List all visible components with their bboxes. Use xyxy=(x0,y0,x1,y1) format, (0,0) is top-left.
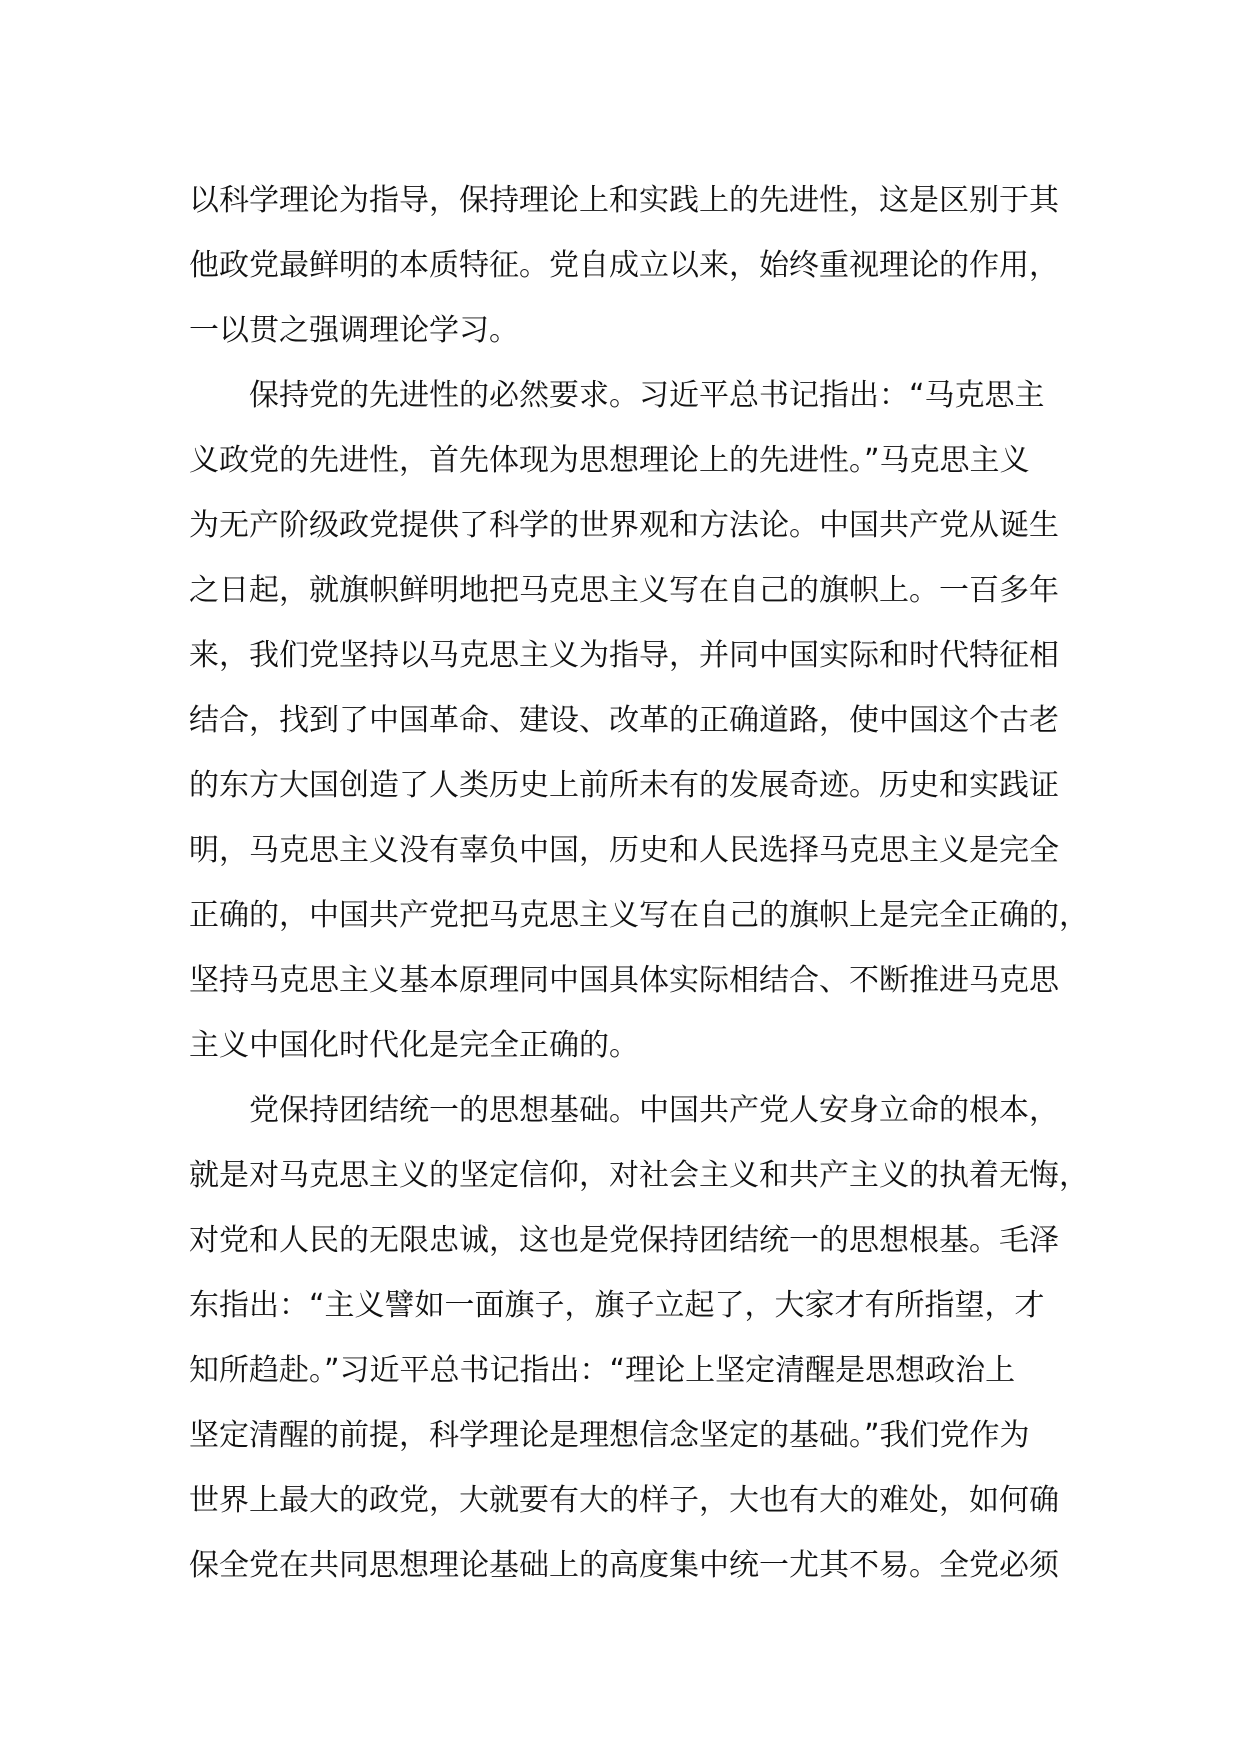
text-line: 知所趋赴。”习近平总书记指出：“理论上坚定清醒是思想政治上 xyxy=(189,1353,1016,1388)
paragraph-intro xyxy=(189,168,1061,363)
text-line: 世界上最大的政党，大就要有大的样子，大也有大的难处，如何确 xyxy=(189,1483,1059,1518)
text-line: 保全党在共同思想理论基础上的高度集中统一尤其不易。全党必须 xyxy=(189,1548,1059,1583)
body-text xyxy=(189,168,1089,1598)
text-line: 他政党最鲜明的本质特征。党自成立以来，始终重视理论的作用， xyxy=(189,248,1059,283)
text-line: 正确的，中国共产党把马克思主义写在自己的旗帜上是完全正确的， xyxy=(189,898,1089,933)
text-line: 一以贯之强调理论学习。 xyxy=(189,313,519,348)
text-line: 保持党的先进性的必然要求。习近平总书记指出：“马克思主 xyxy=(249,378,1045,413)
text-line: 坚持马克思主义基本原理同中国具体实际相结合、不断推进马克思 xyxy=(189,963,1059,998)
text-line: 党保持团结统一的思想基础。中国共产党人安身立命的根本， xyxy=(249,1093,1059,1128)
text-line: 为无产阶级政党提供了科学的世界观和方法论。中国共产党从诞生 xyxy=(189,508,1059,543)
paragraph-unity xyxy=(189,1078,1089,1598)
text-line: 的东方大国创造了人类历史上前所未有的发展奇迹。历史和实践证 xyxy=(189,768,1059,803)
text-line: 明，马克思主义没有辜负中国，历史和人民选择马克思主义是完全 xyxy=(189,833,1059,868)
text-line: 结合，找到了中国革命、建设、改革的正确道路，使中国这个古老 xyxy=(189,703,1059,738)
text-line: 义政党的先进性，首先体现为思想理论上的先进性。”马克思主义 xyxy=(189,443,1030,478)
text-line: 之日起，就旗帜鲜明地把马克思主义写在自己的旗帜上。一百多年 xyxy=(189,573,1059,608)
text-line: 坚定清醒的前提，科学理论是理想信念坚定的基础。”我们党作为 xyxy=(189,1418,1030,1453)
text-line: 主义中国化时代化是完全正确的。 xyxy=(189,1028,639,1063)
text-line: 对党和人民的无限忠诚，这也是党保持团结统一的思想根基。毛泽 xyxy=(189,1223,1059,1258)
text-line: 就是对马克思主义的坚定信仰，对社会主义和共产主义的执着无悔， xyxy=(189,1158,1089,1193)
paragraph-advancement xyxy=(189,363,1089,1078)
text-line: 东指出：“主义譬如一面旗子，旗子立起了，大家才有所指望，才 xyxy=(189,1288,1045,1323)
text-line: 来，我们党坚持以马克思主义为指导，并同中国实际和时代特征相 xyxy=(189,638,1059,673)
text-line: 以科学理论为指导，保持理论上和实践上的先进性，这是区别于其 xyxy=(189,183,1059,218)
